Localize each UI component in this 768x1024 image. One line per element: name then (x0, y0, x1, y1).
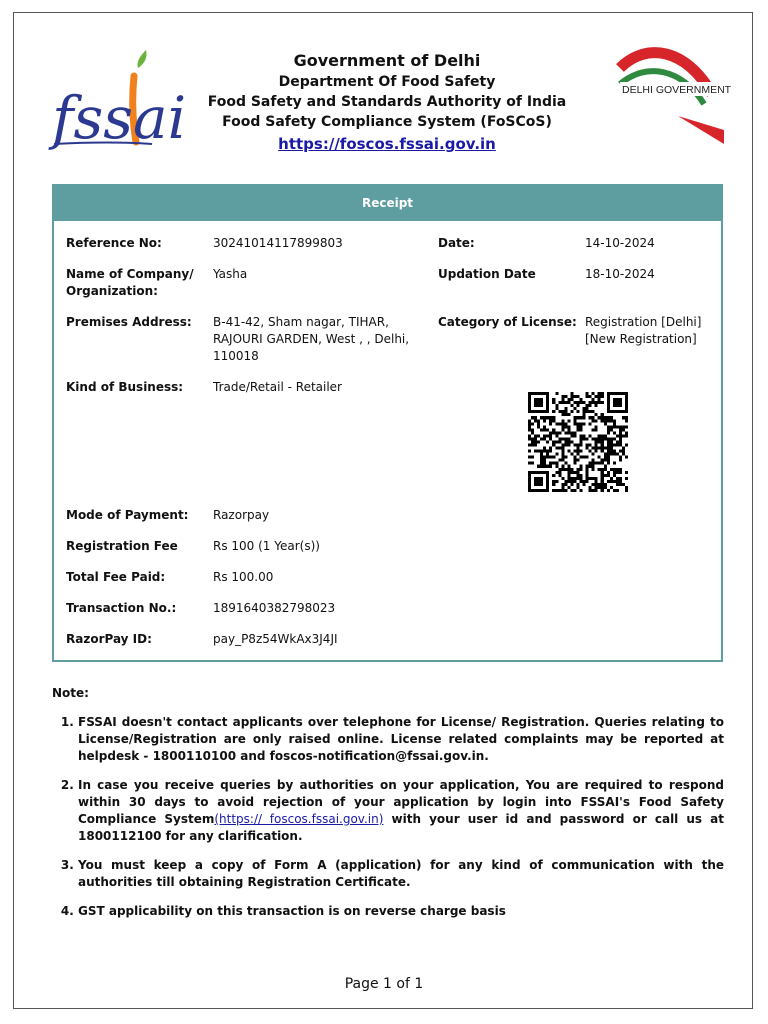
reference-value: 30241014117899803 (213, 236, 343, 250)
category-value: Registration [Delhi] [New Registration] (585, 315, 702, 346)
receipt-box (52, 184, 723, 662)
note-item-1: 1. FSSAI doesn't contact applicants over telephone for License/ Registration. Queries relating to License/Registration are only raised online. License related complaints may be reported at helpdesk - 1800110100 and foscos-notification@fssai.gov.in. (78, 714, 724, 765)
note-item-2-text-b: with your user id and password or call us at 1800112100 for any clarification. (78, 812, 725, 843)
page-number: Page 1 of 1 (344, 976, 424, 992)
note-item-3: 3. You must keep a copy of Form A (application) for any kind of communication with the authorities till obtaining Registration Certificate. (78, 857, 724, 891)
premises-value: B-41-42, Sham nagar, TIHAR, RAJOURI GARDEN, West , , Delhi, 110018 (213, 315, 410, 363)
company-value: Yasha (213, 267, 248, 281)
delhi-government-logo (616, 44, 732, 148)
foscos-note-link[interactable]: (https:// foscos.fssai.gov.in) (214, 812, 384, 826)
payment-mode-value: Razorpay (213, 508, 270, 522)
fssai-logo (48, 46, 187, 152)
header-department: Department Of Food Safety (278, 74, 496, 90)
document-header (180, 50, 594, 156)
payment-mode-label: Mode of Payment: (66, 508, 189, 522)
premises-label: Premises Address: (66, 315, 192, 329)
header-system: Food Safety Compliance System (FoSCoS) (222, 114, 552, 130)
razorpay-label: RazorPay ID: (66, 632, 152, 646)
reg-fee-label: Registration Fee (66, 539, 178, 553)
company-label: Name of Company/ Organization: (66, 267, 194, 298)
foscos-link[interactable]: https://foscos.fssai.gov.in (278, 135, 496, 153)
notes-list (52, 714, 724, 932)
transaction-label: Transaction No.: (66, 601, 177, 615)
business-value: Trade/Retail - Retailer (213, 380, 342, 394)
date-value: 14-10-2024 (585, 236, 655, 250)
updation-label: Updation Date (438, 267, 536, 281)
transaction-value: 1891640382798023 (213, 601, 336, 615)
total-fee-value: Rs 100.00 (213, 570, 274, 584)
note-item-2-text-a: In case you receive queries by authorities on your application, You are required to respond within 30 days to avoid rejection of your application by login into FSSAI's Food Safety Compliance System (78, 778, 724, 826)
category-label: Category of License: (438, 315, 577, 329)
business-label: Kind of Business: (66, 380, 184, 394)
header-authority: Food Safety and Standards Authority of India (207, 94, 567, 110)
razorpay-value: pay_P8z54WkAx3J4JI (213, 632, 338, 646)
receipt-heading: Receipt (54, 186, 721, 221)
updation-value: 18-10-2024 (585, 267, 655, 281)
note-item-2 (78, 777, 724, 845)
note-item-4: 4. GST applicability on this transaction is on reverse charge basis (78, 903, 724, 920)
fssai-logo-text: fssai (52, 84, 187, 152)
note-title: Note: (52, 686, 89, 700)
qr-code (526, 392, 630, 492)
date-label: Date: (438, 236, 475, 250)
reg-fee-value: Rs 100 (1 Year(s)) (213, 539, 320, 553)
delhi-logo-text: DELHI GOVERNMENT (622, 84, 732, 96)
total-fee-label: Total Fee Paid: (66, 570, 166, 584)
reference-label: Reference No: (66, 236, 162, 250)
header-title: Government of Delhi (293, 51, 481, 70)
